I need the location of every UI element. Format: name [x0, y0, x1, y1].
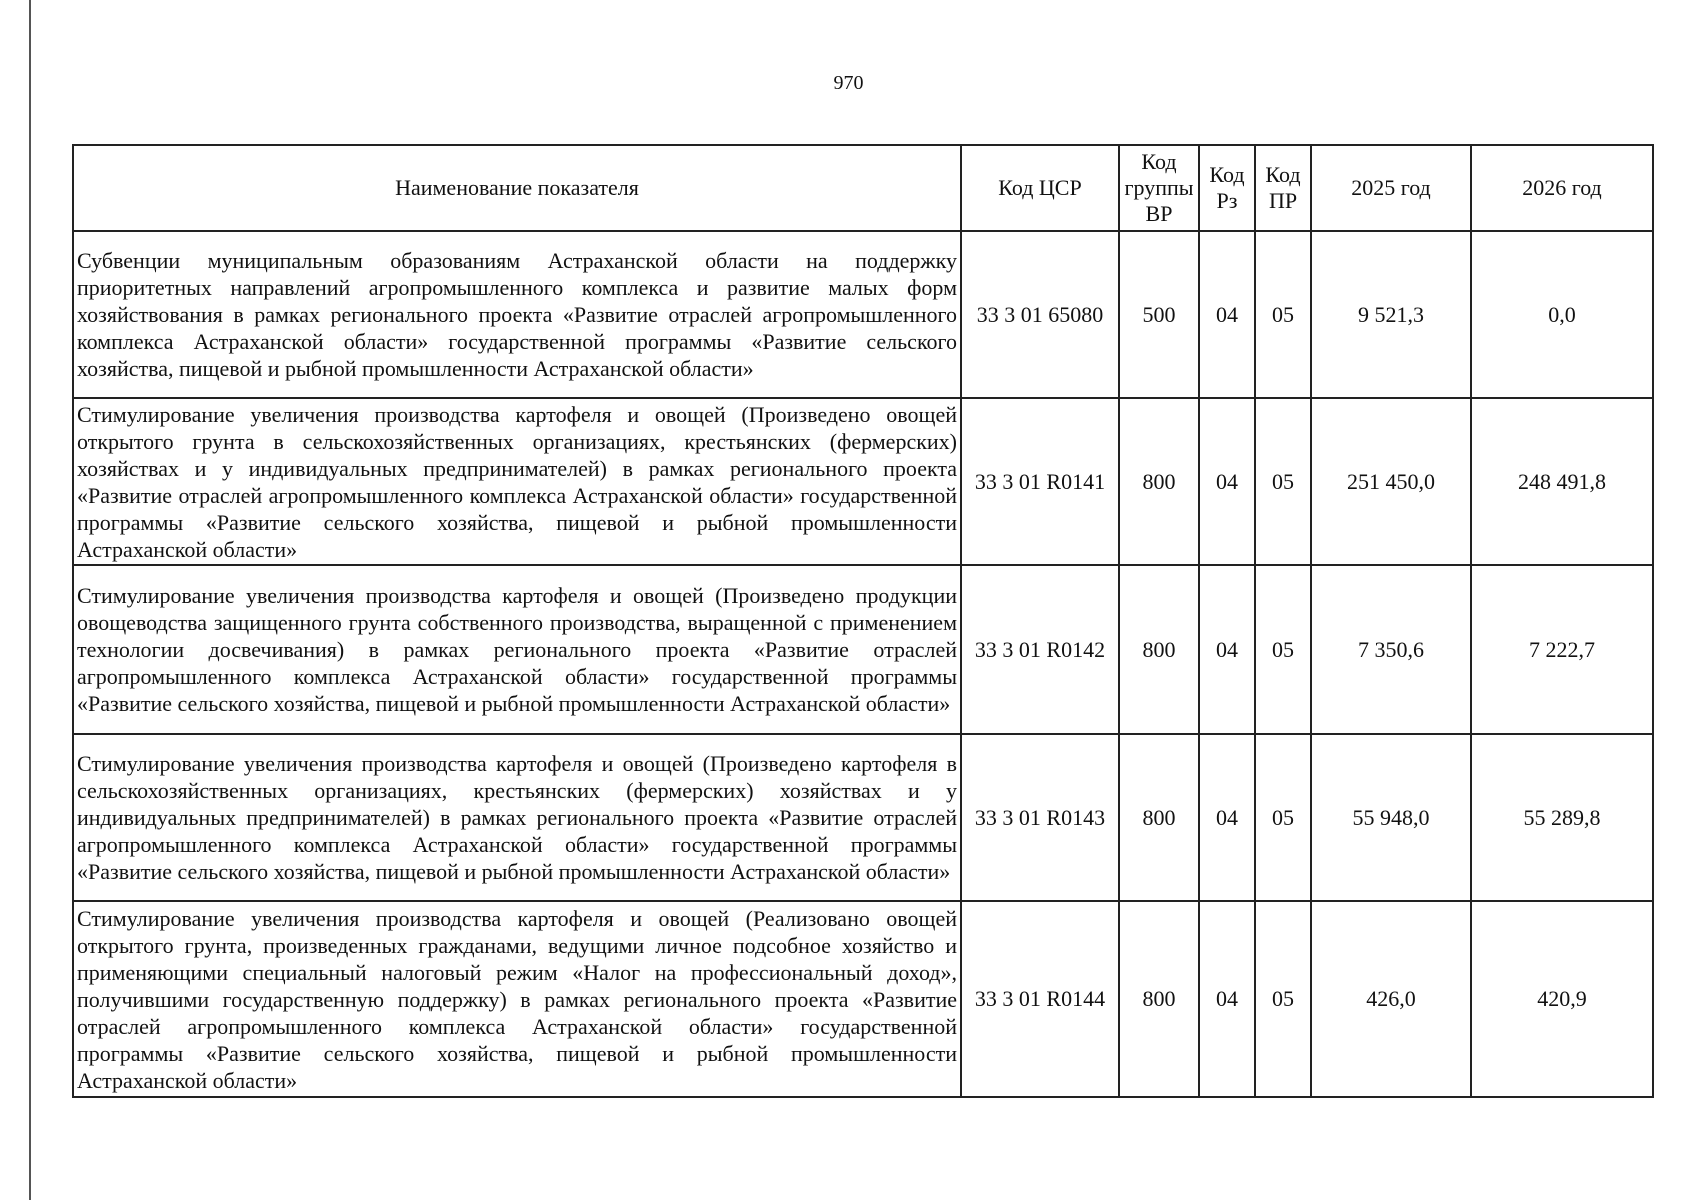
- cell-rz-code: 04: [1199, 565, 1255, 734]
- header-row: [73, 145, 1653, 231]
- cell-pr-code: 05: [1255, 901, 1311, 1097]
- left-margin-line: [29, 0, 31, 1200]
- cell-year-2025: 426,0: [1311, 901, 1471, 1097]
- cell-year-2026: 248 491,8: [1471, 398, 1653, 565]
- header-rz-code: Код Рз: [1199, 145, 1255, 231]
- header-year-2026: 2026 год: [1471, 145, 1653, 231]
- table-header: [73, 145, 1653, 231]
- cell-pr-code: 05: [1255, 734, 1311, 901]
- cell-year-2025: 251 450,0: [1311, 398, 1471, 565]
- cell-name: Субвенции муниципальным образованиям Астраханской области на поддержку приоритетных направлений агропромышленного комплекса и развитие малых форм хозяйствования в рамках регионального проекта «Развитие отраслей агропромышленного комплекса Астраханской области» государственной программы «Развитие сельского хозяйства, пищевой и рыбной промышленности Астраханской области»: [73, 231, 961, 398]
- cell-year-2026: 55 289,8: [1471, 734, 1653, 901]
- cell-year-2025: 9 521,3: [1311, 231, 1471, 398]
- header-name: Наименование показателя: [73, 145, 961, 231]
- table-row: [73, 901, 1653, 1097]
- cell-pr-code: 05: [1255, 398, 1311, 565]
- cell-csr-code: 33 3 01 R0142: [961, 565, 1119, 734]
- header-csr-code: Код ЦСР: [961, 145, 1119, 231]
- cell-pr-code: 05: [1255, 565, 1311, 734]
- cell-csr-code: 33 3 01 R0141: [961, 398, 1119, 565]
- cell-vr-code: 800: [1119, 734, 1199, 901]
- cell-vr-code: 500: [1119, 231, 1199, 398]
- cell-vr-code: 800: [1119, 901, 1199, 1097]
- cell-csr-code: 33 3 01 R0144: [961, 901, 1119, 1097]
- cell-name: Стимулирование увеличения производства картофеля и овощей (Реализовано овощей открытого грунта, произведенных гражданами, ведущими личное подсобное хозяйство и применяющими специальный налоговый режим «Налог на профессиональный доход», получившими государственную поддержку) в рамках регионального проекта «Развитие отраслей агропромышленного комплекса Астраханской области» государственной программы «Развитие сельского хозяйства, пищевой и рыбной промышленности Астраханской области»: [73, 901, 961, 1097]
- cell-csr-code: 33 3 01 R0143: [961, 734, 1119, 901]
- header-vr-code: Код группы ВР: [1119, 145, 1199, 231]
- cell-vr-code: 800: [1119, 565, 1199, 734]
- cell-rz-code: 04: [1199, 231, 1255, 398]
- cell-name: Стимулирование увеличения производства картофеля и овощей (Произведено картофеля в сельскохозяйственных организациях, крестьянских (фермерских) хозяйствах и у индивидуальных предпринимателей) в рамках регионального проекта «Развитие отраслей агропромышленного комплекса Астраханской области» государственной программы «Развитие сельского хозяйства, пищевой и рыбной промышленности Астраханской области»: [73, 734, 961, 901]
- cell-year-2026: 420,9: [1471, 901, 1653, 1097]
- cell-rz-code: 04: [1199, 398, 1255, 565]
- table-row: [73, 231, 1653, 398]
- page-number: 970: [833, 72, 864, 94]
- table-row: [73, 398, 1653, 565]
- table-body: [73, 231, 1653, 1097]
- cell-rz-code: 04: [1199, 901, 1255, 1097]
- budget-table: [72, 144, 1654, 1098]
- table-row: [73, 565, 1653, 734]
- header-year-2025: 2025 год: [1311, 145, 1471, 231]
- cell-year-2026: 0,0: [1471, 231, 1653, 398]
- cell-name: Стимулирование увеличения производства картофеля и овощей (Произведено овощей открытого грунта в сельскохозяйственных организациях, крестьянских (фермерских) хозяйствах и у индивидуальных предпринимателей) в рамках регионального проекта «Развитие отраслей агропромышленного комплекса Астраханской области» государственной программы «Развитие сельского хозяйства, пищевой и рыбной промышленности Астраханской области»: [73, 398, 961, 565]
- cell-year-2025: 7 350,6: [1311, 565, 1471, 734]
- table-row: [73, 734, 1653, 901]
- cell-pr-code: 05: [1255, 231, 1311, 398]
- cell-csr-code: 33 3 01 65080: [961, 231, 1119, 398]
- cell-vr-code: 800: [1119, 398, 1199, 565]
- cell-year-2026: 7 222,7: [1471, 565, 1653, 734]
- cell-year-2025: 55 948,0: [1311, 734, 1471, 901]
- header-pr-code: Код ПР: [1255, 145, 1311, 231]
- cell-rz-code: 04: [1199, 734, 1255, 901]
- cell-name: Стимулирование увеличения производства картофеля и овощей (Произведено продукции овощеводства защищенного грунта собственного производства, выращенной с применением технологии досвечивания) в рамках регионального проекта «Развитие отраслей агропромышленного комплекса Астраханской области» государственной программы «Развитие сельского хозяйства, пищевой и рыбной промышленности Астраханской области»: [73, 565, 961, 734]
